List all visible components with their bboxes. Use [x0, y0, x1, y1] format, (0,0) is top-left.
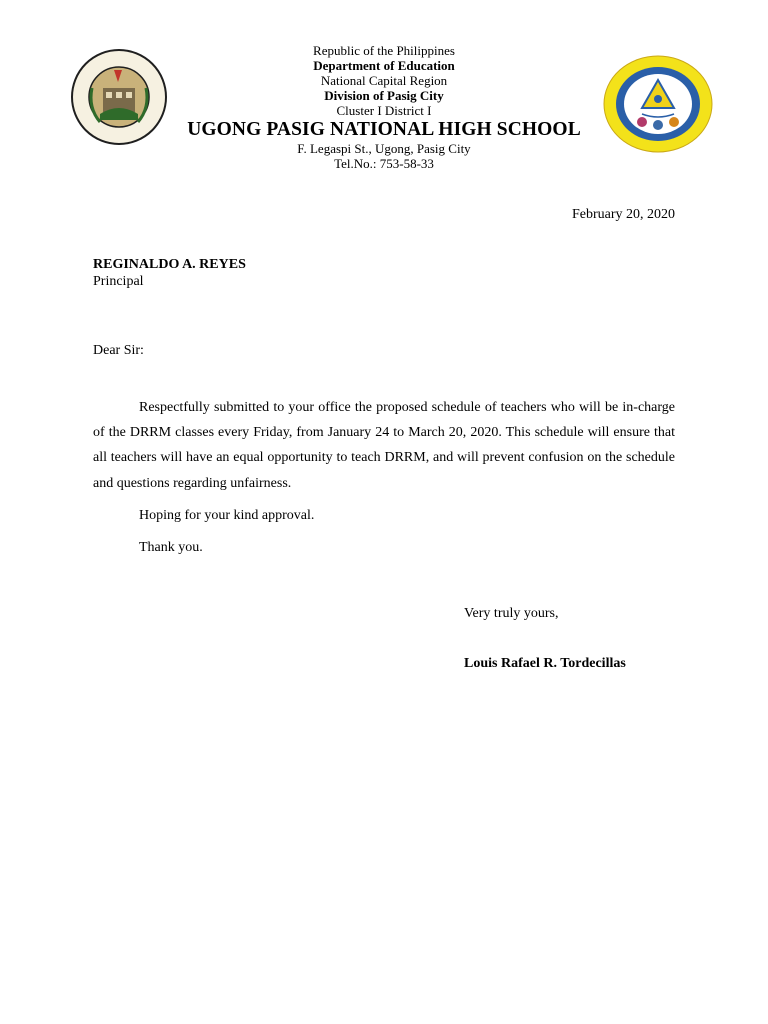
body-paragraph: Respectfully submitted to your office the proposed schedule of teachers who will be in-charge of the DRRM classes every Friday, from January 24 to March 20, 2020. This schedule will ensure that all teachers will have an equal opportunity to teach DRRM, and will prevent confusion on the schedule and questions regarding unfairness. — [93, 400, 675, 491]
department-line: Department of Education — [313, 58, 455, 73]
school-address: F. Legaspi St., Ugong, Pasig City — [297, 141, 471, 156]
salutation: Dear Sir: — [93, 343, 144, 358]
republic-line: Republic of the Philippines — [313, 43, 455, 58]
letterhead — [0, 43, 768, 171]
region-line: National Capital Region — [320, 73, 448, 88]
school-name: UGONG PASIG NATIONAL HIGH SCHOOL — [187, 119, 581, 140]
letter-date: February 20, 2020 — [571, 207, 675, 222]
signatory-name: Louis Rafael R. Tordecillas — [464, 656, 626, 671]
recipient-name: REGINALDO A. REYES — [93, 257, 246, 272]
closing: Very truly yours, — [464, 606, 559, 621]
body-paragraph: Thank you. — [139, 540, 203, 555]
school-tel: Tel.No.: 753-58-33 — [334, 156, 434, 171]
recipient-title: Principal — [93, 274, 144, 289]
cluster-line: Cluster I District I — [336, 103, 432, 118]
body-paragraph: Hoping for your kind approval. — [139, 508, 315, 523]
division-line: Division of Pasig City — [324, 88, 444, 103]
